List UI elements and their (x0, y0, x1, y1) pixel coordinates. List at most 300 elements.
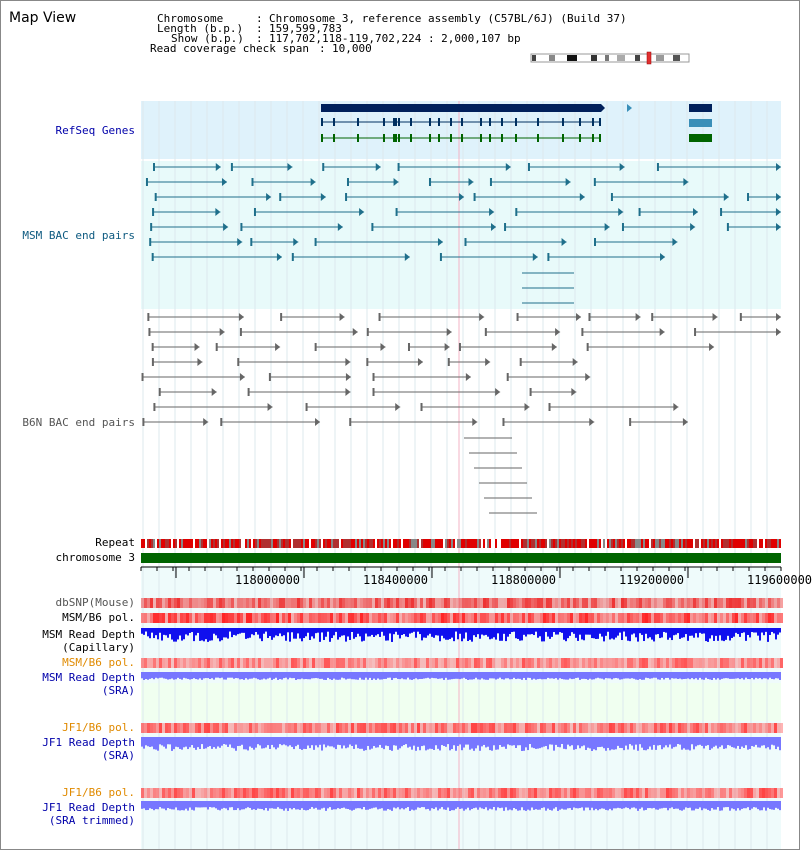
pol-cell (621, 723, 624, 733)
read-depth-bar (189, 672, 191, 680)
dbsnp-cell (471, 598, 474, 608)
read-depth-bar (569, 672, 571, 678)
read-depth-bar (365, 628, 367, 634)
pol-cell (510, 613, 513, 623)
read-depth-bar (371, 672, 373, 680)
pol-cell (759, 658, 762, 668)
read-depth-bar (749, 672, 751, 679)
pol-cell (618, 658, 621, 668)
read-depth-bar (283, 628, 285, 635)
read-depth-bar (391, 801, 393, 811)
pol-cell (549, 723, 552, 733)
read-depth-bar (589, 737, 591, 748)
gene-exon (429, 134, 431, 142)
bac-end (709, 343, 714, 351)
repeat-segment (395, 539, 397, 548)
dbsnp-cell (486, 598, 489, 608)
dbsnp-cell (186, 598, 189, 608)
read-depth-bar (667, 628, 669, 640)
pol-cell (255, 788, 258, 798)
read-depth-bar (443, 628, 445, 638)
repeat-segment (755, 539, 757, 548)
dbsnp-cell (327, 598, 330, 608)
read-depth-bar (685, 628, 687, 634)
repeat-segment (609, 539, 611, 548)
pol-cell (558, 788, 561, 798)
read-depth-bar (543, 737, 545, 747)
read-depth-bar (297, 628, 299, 633)
pol-cell (201, 788, 204, 798)
read-depth-bar (449, 737, 451, 750)
read-depth-bar (483, 737, 485, 745)
read-depth-bar (553, 801, 555, 809)
repeat-segment (487, 539, 489, 548)
read-depth-bar (255, 628, 257, 632)
read-depth-bar (763, 801, 765, 807)
bac-end (594, 238, 596, 246)
track-label-jf1-pol-trim[interactable]: JF1/B6 pol. (62, 786, 135, 799)
repeat-segment (737, 539, 739, 548)
repeat-segment (285, 539, 287, 548)
pol-cell (393, 723, 396, 733)
repeat-segment (693, 539, 695, 548)
pol-cell (204, 658, 207, 668)
track-label-jf1-depth[interactable]: JF1 Read Depth (42, 736, 135, 749)
repeat-segment (631, 539, 633, 548)
read-depth-bar (153, 672, 155, 679)
read-depth-bar (597, 628, 599, 639)
track-label-msm-bac[interactable]: MSM BAC end pairs (22, 229, 135, 242)
read-depth-bar (217, 801, 219, 810)
pol-cell (606, 658, 609, 668)
pol-cell (729, 613, 732, 623)
pol-cell (615, 658, 618, 668)
pol-cell (471, 723, 474, 733)
pol-cell (654, 658, 657, 668)
repeat-segment (545, 539, 547, 548)
track-label-msm-depth-sra-sub: (SRA) (101, 684, 135, 697)
pol-cell (408, 613, 411, 623)
repeat-segment (203, 539, 205, 548)
read-depth-bar (607, 737, 609, 748)
pol-cell (600, 613, 603, 623)
read-depth-bar (751, 672, 753, 678)
pol-cell (480, 788, 483, 798)
track-label-refseq[interactable]: RefSeq Genes (55, 124, 135, 137)
read-depth-bar (499, 672, 501, 678)
read-depth-bar (343, 628, 345, 635)
pol-cell (432, 658, 435, 668)
pol-cell (429, 658, 432, 668)
read-depth-bar (349, 628, 351, 640)
pol-cell (318, 613, 321, 623)
pol-cell (546, 613, 549, 623)
dbsnp-cell (231, 598, 234, 608)
read-depth-bar (717, 628, 719, 641)
read-depth-bar (391, 672, 393, 680)
read-depth-bar (421, 672, 423, 679)
read-depth-bar (737, 801, 739, 808)
read-depth-bar (757, 628, 759, 636)
pol-cell (765, 723, 768, 733)
gene-exon (537, 118, 539, 126)
read-depth-bar (261, 672, 263, 679)
read-depth-bar (225, 737, 227, 745)
pol-cell (216, 788, 219, 798)
track-label-jf1-pol[interactable]: JF1/B6 pol. (62, 721, 135, 734)
read-depth-bar (417, 737, 419, 747)
gene-exon (333, 118, 335, 126)
read-depth-bar (503, 628, 505, 634)
read-depth-bar (187, 737, 189, 749)
pol-cell (531, 658, 534, 668)
pol-cell (768, 723, 771, 733)
bac-end (490, 178, 492, 186)
track-label-chromosome[interactable]: chromosome 3 (55, 551, 135, 564)
pol-cell (699, 788, 702, 798)
bac-end (142, 373, 144, 381)
repeat-segment (371, 539, 373, 548)
read-depth-bar (397, 737, 399, 750)
read-depth-bar (305, 801, 307, 810)
read-depth-bar (737, 672, 739, 678)
read-depth-bar (219, 737, 221, 748)
pol-cell (429, 788, 432, 798)
read-depth-bar (341, 801, 343, 808)
pol-cell (189, 788, 192, 798)
read-depth-bar (275, 737, 277, 749)
read-depth-bar (413, 801, 415, 810)
read-depth-bar (423, 628, 425, 638)
pol-cell (705, 723, 708, 733)
dbsnp-cell (531, 598, 534, 608)
read-depth-bar (533, 672, 535, 679)
pol-cell (447, 658, 450, 668)
pol-cell (780, 613, 783, 623)
dbsnp-cell (768, 598, 771, 608)
read-depth-bar (777, 672, 779, 678)
read-depth-bar (325, 737, 327, 747)
read-depth-bar (563, 628, 565, 640)
pol-cell (219, 658, 222, 668)
read-depth-bar (421, 628, 423, 640)
read-depth-bar (357, 737, 359, 748)
dbsnp-cell (621, 598, 624, 608)
read-depth-bar (211, 628, 213, 640)
read-depth-bar (729, 737, 731, 746)
read-depth-bar (775, 801, 777, 808)
track-label-dbsnp[interactable]: dbSNP(Mouse) (55, 596, 135, 609)
dbsnp-cell (447, 598, 450, 608)
read-depth-bar (551, 672, 553, 678)
read-depth-bar (403, 737, 405, 745)
repeat-segment (685, 539, 687, 548)
read-depth-bar (173, 672, 175, 680)
dbsnp-cell (693, 598, 696, 608)
read-depth-bar (667, 737, 669, 747)
read-depth-bar (625, 672, 627, 678)
read-depth-bar (237, 801, 239, 808)
read-depth-bar (523, 737, 525, 751)
read-depth-bar (771, 801, 773, 810)
track-label-msm-depth-cap[interactable]: MSM Read Depth (42, 628, 135, 641)
pol-cell (354, 658, 357, 668)
track-label-msm-pol[interactable]: MSM/B6 pol. (62, 611, 135, 624)
pol-cell (726, 613, 729, 623)
read-depth-bar (417, 628, 419, 632)
track-label-b6n-bac[interactable]: B6N BAC end pairs (22, 416, 135, 429)
chromosome-value: Chromosome 3, reference assembly (C57BL/6J) (Build 37) (269, 12, 627, 25)
read-depth-bar (447, 737, 449, 744)
read-depth-bar (695, 801, 697, 809)
gene-exon (429, 118, 431, 126)
dbsnp-cell (744, 598, 747, 608)
read-depth-bar (509, 737, 511, 745)
dbsnp-cell (453, 598, 456, 608)
read-depth-bar (771, 628, 773, 632)
read-depth-bar (779, 737, 781, 750)
pol-cell (738, 788, 741, 798)
pol-cell (264, 788, 267, 798)
read-depth-bar (437, 801, 439, 810)
pol-cell (342, 788, 345, 798)
track-label-msm-pol-sra[interactable]: MSM/B6 pol. (62, 656, 135, 669)
repeat-segment (523, 539, 525, 548)
pol-cell (696, 788, 699, 798)
read-depth-bar (171, 628, 173, 640)
read-depth-bar (201, 801, 203, 807)
dbsnp-cell (384, 598, 387, 608)
dbsnp-cell (177, 598, 180, 608)
pol-cell (567, 788, 570, 798)
pol-cell (270, 788, 273, 798)
read-depth-bar (551, 737, 553, 745)
pol-cell (324, 788, 327, 798)
pol-cell (723, 723, 726, 733)
read-depth-bar (335, 672, 337, 680)
pol-cell (513, 613, 516, 623)
pol-cell (630, 658, 633, 668)
pol-cell (564, 613, 567, 623)
read-depth-bar (277, 672, 279, 680)
pol-cell (255, 658, 258, 668)
pol-cell (273, 658, 276, 668)
read-depth-bar (349, 737, 351, 744)
read-depth-bar (711, 801, 713, 808)
read-depth-bar (401, 628, 403, 635)
read-depth-bar (719, 737, 721, 747)
pol-cell (555, 723, 558, 733)
read-depth-bar (527, 628, 529, 634)
pol-cell (501, 788, 504, 798)
dbsnp-cell (243, 598, 246, 608)
pol-cell (375, 788, 378, 798)
read-depth-bar (215, 628, 217, 635)
pol-cell (681, 723, 684, 733)
dbsnp-cell (300, 598, 303, 608)
read-depth-bar (187, 672, 189, 679)
pol-cell (174, 723, 177, 733)
pol-cell (666, 723, 669, 733)
repeat-segment (647, 539, 649, 548)
read-depth-bar (515, 801, 517, 809)
chromosome-ideogram[interactable] (531, 52, 689, 64)
read-depth-bar (241, 672, 243, 679)
read-depth-bar (363, 737, 365, 751)
read-depth-bar (227, 672, 229, 678)
pol-cell (201, 658, 204, 668)
read-depth-bar (623, 737, 625, 750)
pol-cell (576, 613, 579, 623)
pol-cell (213, 723, 216, 733)
pol-cell (423, 723, 426, 733)
repeat-segment (179, 539, 181, 548)
dbsnp-cell (498, 598, 501, 608)
pol-cell (291, 613, 294, 623)
pol-cell (501, 613, 504, 623)
pol-cell (252, 723, 255, 733)
pol-cell (348, 723, 351, 733)
read-depth-bar (603, 737, 605, 748)
repeat-segment (515, 539, 517, 548)
pol-cell (384, 723, 387, 733)
read-depth-bar (629, 628, 631, 641)
dbsnp-cell (438, 598, 441, 608)
read-depth-bar (143, 672, 145, 680)
repeat-segment (321, 539, 323, 548)
read-depth-bar (225, 628, 227, 637)
pol-cell (648, 788, 651, 798)
pol-cell (153, 613, 156, 623)
repeat-segment (641, 539, 643, 548)
dbsnp-cell (552, 598, 555, 608)
page-title: Map View (9, 10, 77, 26)
pol-cell (723, 658, 726, 668)
pol-cell (474, 788, 477, 798)
pol-cell (141, 658, 144, 668)
pol-cell (423, 658, 426, 668)
read-depth-bar (683, 737, 685, 748)
repeat-segment (313, 539, 315, 548)
pol-cell (594, 613, 597, 623)
pol-cell (165, 723, 168, 733)
read-depth-bar (517, 737, 519, 745)
read-depth-bar (321, 801, 323, 808)
read-depth-bar (279, 737, 281, 744)
pol-cell (669, 723, 672, 733)
read-depth-bar (321, 737, 323, 751)
dbsnp-cell (348, 598, 351, 608)
read-depth-bar (685, 672, 687, 679)
read-depth-bar (441, 672, 443, 678)
read-depth-bar (733, 801, 735, 809)
pol-cell (474, 658, 477, 668)
read-depth-bar (367, 628, 369, 636)
read-depth-bar (769, 672, 771, 678)
repeat-segment (195, 539, 197, 548)
dbsnp-cell (696, 598, 699, 608)
pol-cell (744, 613, 747, 623)
repeat-segment (503, 539, 505, 548)
dbsnp-cell (483, 598, 486, 608)
read-depth-bar (293, 801, 295, 808)
read-depth-bar (583, 801, 585, 811)
read-depth-bar (381, 672, 383, 679)
pol-cell (372, 613, 375, 623)
read-depth-bar (571, 801, 573, 810)
read-depth-bar (487, 737, 489, 747)
repeat-segment (361, 539, 363, 548)
read-depth-bar (201, 672, 203, 680)
read-depth-bar (753, 801, 755, 807)
read-depth-bar (681, 801, 683, 811)
pol-cell (708, 658, 711, 668)
pol-cell (279, 723, 282, 733)
dbsnp-cell (591, 598, 594, 608)
read-depth-bar (217, 628, 219, 638)
coverage-key: Read coverage check span (150, 42, 309, 55)
pol-cell (615, 613, 618, 623)
pol-cell (636, 788, 639, 798)
read-depth-bar (155, 801, 157, 809)
track-label-repeat[interactable]: Repeat (95, 536, 135, 549)
read-depth-bar (611, 737, 613, 749)
pol-cell (747, 788, 750, 798)
pol-cell (672, 613, 675, 623)
dbsnp-cell (234, 598, 237, 608)
read-depth-bar (595, 801, 597, 809)
pol-cell (747, 723, 750, 733)
read-depth-bar (375, 628, 377, 635)
repeat-segment (715, 539, 717, 548)
read-depth-bar (649, 801, 651, 808)
read-depth-bar (295, 628, 297, 639)
repeat-segment (577, 539, 579, 548)
repeat-segment (747, 539, 749, 548)
pol-cell (603, 788, 606, 798)
read-depth-bar (515, 737, 517, 748)
pol-cell (678, 723, 681, 733)
read-depth-bar (345, 672, 347, 679)
repeat-segment (639, 539, 641, 548)
read-depth-bar (667, 672, 669, 678)
bac-end (292, 253, 294, 261)
repeat-segment (373, 539, 375, 548)
pol-cell (372, 723, 375, 733)
dbsnp-cell (534, 598, 537, 608)
pol-cell (228, 723, 231, 733)
pol-cell (342, 723, 345, 733)
repeat-segment (237, 539, 239, 548)
track-label-msm-depth-sra[interactable]: MSM Read Depth (42, 671, 135, 684)
read-depth-bar (385, 737, 387, 746)
pol-cell (639, 658, 642, 668)
read-depth-bar (237, 672, 239, 678)
repeat-segment (643, 539, 645, 548)
read-depth-bar (581, 737, 583, 746)
read-depth-bar (369, 737, 371, 750)
read-depth-bar (683, 628, 685, 637)
read-depth-bar (613, 737, 615, 750)
read-depth-bar (361, 801, 363, 809)
read-depth-bar (767, 737, 769, 747)
read-depth-bar (713, 672, 715, 678)
read-depth-bar (601, 628, 603, 637)
read-depth-bar (477, 628, 479, 634)
track-label-jf1-depth-trim[interactable]: JF1 Read Depth (42, 801, 135, 814)
dbsnp-cell (564, 598, 567, 608)
gene-exon (515, 134, 517, 142)
